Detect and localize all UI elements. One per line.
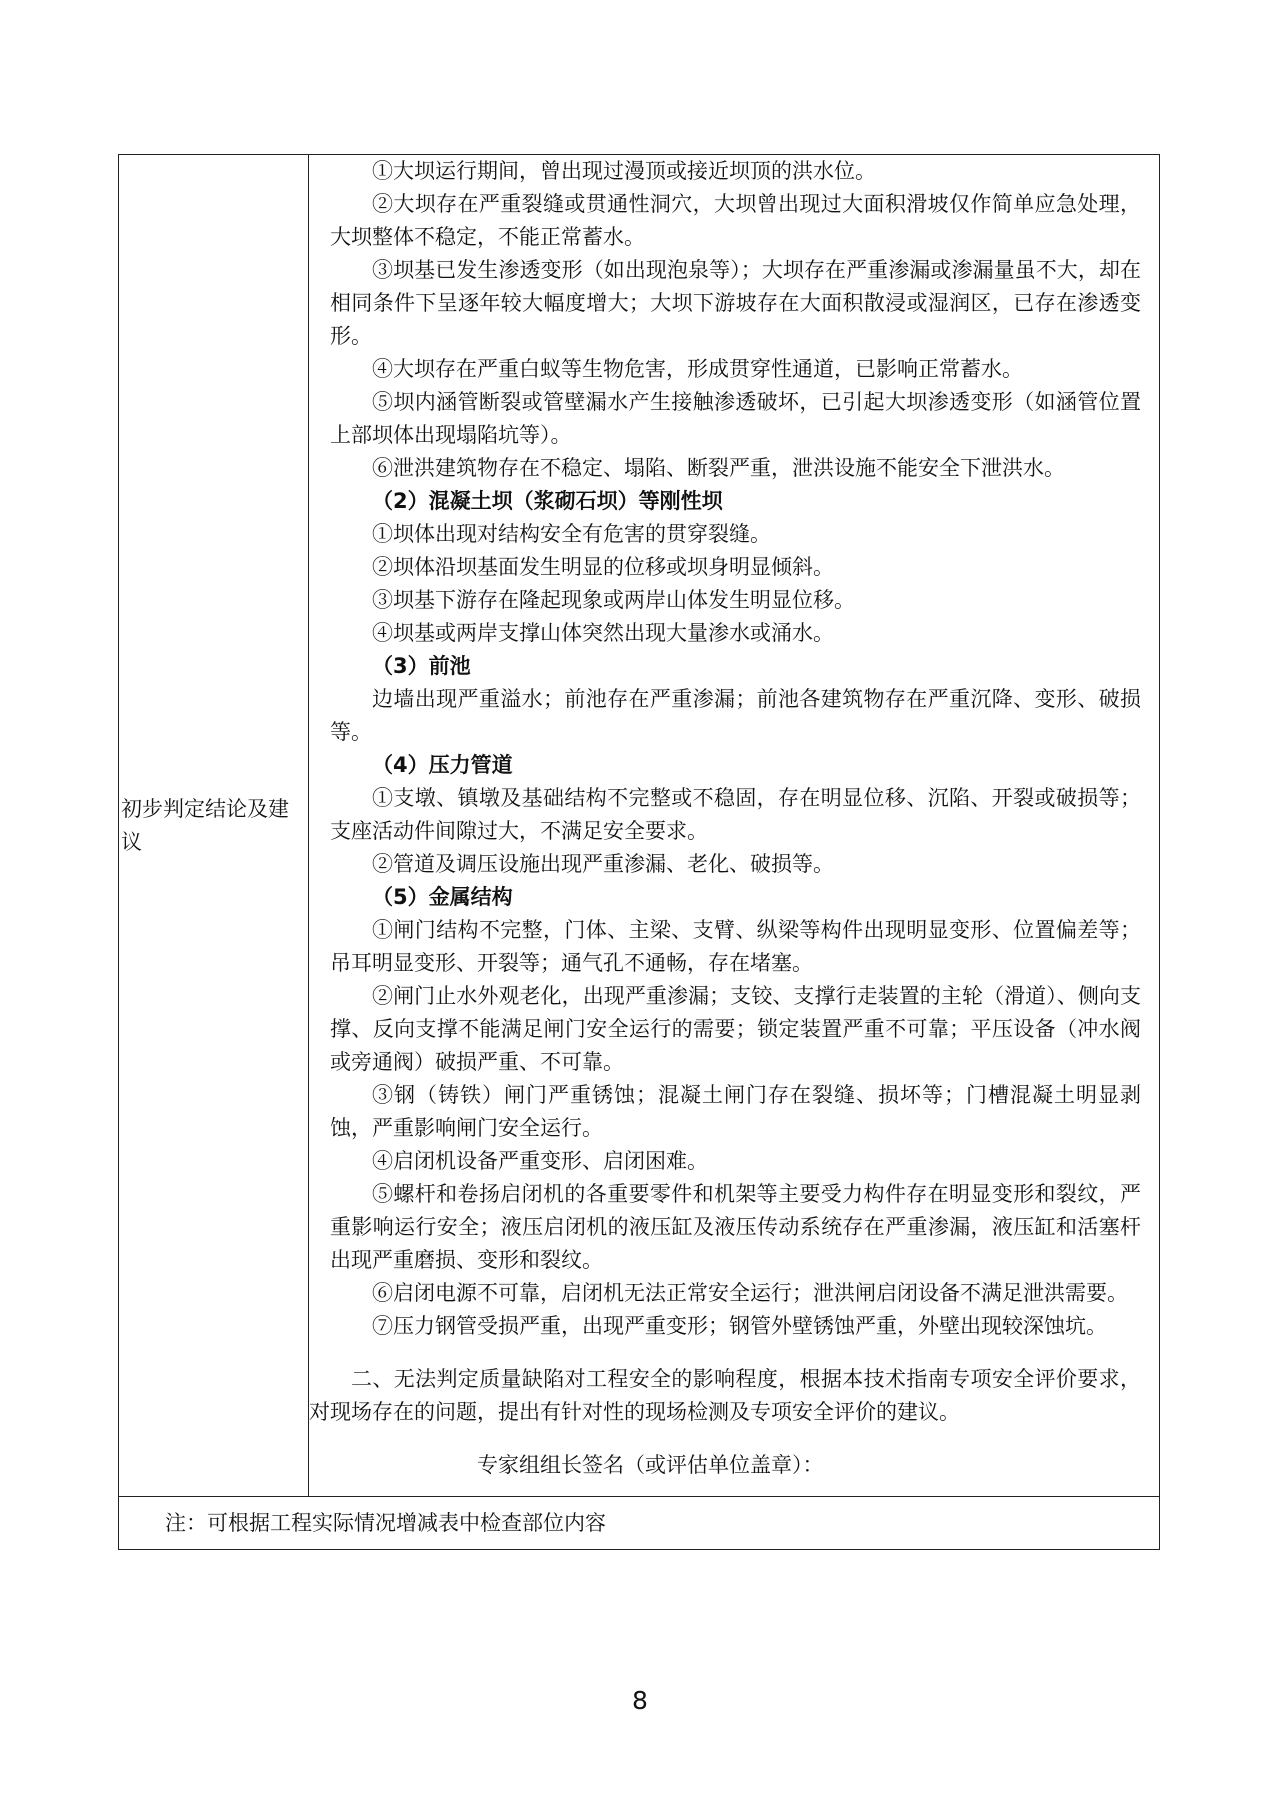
signature-line: 专家组组长签名（或评估单位盖章）： — [477, 1453, 824, 1477]
content-cell — [309, 155, 1160, 1497]
label-cell — [119, 155, 309, 1497]
criteria-item: ③坝基下游存在隆起现象或两岸山体发生明显位移。 — [372, 588, 855, 612]
criteria-item: ⑦压力钢管受损严重，出现严重变形；钢管外壁锈蚀严重，外壁出现较深蚀坑。 — [372, 1314, 1107, 1338]
assessment-table — [118, 154, 1160, 1550]
criteria-item: ③钢（铸铁）闸门严重锈蚀；混凝土闸门存在裂缝、损坏等；门槽混凝土明显剥蚀，严重影响闸门安全运行。 — [330, 1083, 1141, 1140]
criteria-item: ④坝基或两岸支撑山体突然出现大量渗水或涌水。 — [372, 621, 834, 645]
table-note: 注：可根据工程实际情况增减表中检查部位内容 — [165, 1510, 606, 1535]
criteria-item: ④大坝存在严重白蚁等生物危害，形成贯穿性通道，已影响正常蓄水。 — [372, 357, 1023, 381]
recommendation-paragraph: 二、无法判定质量缺陷对工程安全的影响程度，根据本技术指南专项安全评价要求，对现场存在的问题，提出有针对性的现场检测及专项安全评价的建议。 — [309, 1367, 1141, 1424]
criteria-item: ⑤坝内涵管断裂或管壁漏水产生接触渗透破坏，已引起大坝渗透变形（如涵管位置上部坝体出现塌陷坑等）。 — [330, 390, 1141, 447]
conclusion-content — [309, 155, 1141, 1482]
criteria-item: ②管道及调压设施出现严重渗漏、老化、破损等。 — [372, 852, 834, 876]
criteria-item: ⑤螺杆和卷扬启闭机的各重要零件和机架等主要受力构件存在明显变形和裂纹，严重影响运行安全；液压启闭机的液压缸及液压传动系统存在严重渗漏，液压缸和活塞杆出现严重磨损、变形和裂纹。 — [330, 1182, 1141, 1272]
criteria-item: ①支墩、镇墩及基础结构不完整或不稳固，存在明显位移、沉陷、开裂或破损等；支座活动件间隙过大，不满足安全要求。 — [330, 786, 1141, 843]
criteria-item: ①闸门结构不完整，门体、主梁、支臂、纵梁等构件出现明显变形、位置偏差等；吊耳明显变形、开裂等；通气孔不通畅，存在堵塞。 — [330, 918, 1141, 975]
criteria-item: ③坝基已发生渗透变形（如出现泡泉等）；大坝存在严重渗漏或渗漏量虽不大，却在相同条件下呈逐年较大幅度增大；大坝下游坡存在大面积散浸或湿润区，已存在渗透变形。 — [330, 258, 1141, 348]
section-heading: （5）金属结构 — [372, 885, 513, 909]
criteria-item: ②坝体沿坝基面发生明显的位移或坝身明显倾斜。 — [372, 555, 834, 579]
section-heading: （4）压力管道 — [372, 753, 513, 777]
criteria-item: ②大坝存在严重裂缝或贯通性洞穴，大坝曾出现过大面积滑坡仅作简单应急处理，大坝整体不稳定，不能正常蓄水。 — [330, 192, 1141, 249]
criteria-item: 边墙出现严重溢水；前池存在严重渗漏；前池各建筑物存在严重沉降、变形、破损等。 — [330, 687, 1141, 744]
conclusion-row — [119, 155, 1160, 1497]
section-heading: （2）混凝土坝（浆砌石坝）等刚性坝 — [372, 489, 723, 513]
page-number: 8 — [632, 1686, 648, 1715]
criteria-item: ①坝体出现对结构安全有危害的贯穿裂缝。 — [372, 522, 771, 546]
criteria-item: ①大坝运行期间，曾出现过漫顶或接近坝顶的洪水位。 — [372, 159, 876, 183]
criteria-item: ④启闭机设备严重变形、启闭困难。 — [372, 1149, 708, 1173]
section-heading: （3）前池 — [372, 654, 471, 678]
row-label: 初步判定结论及建议 — [121, 796, 289, 854]
criteria-item: ②闸门止水外观老化，出现严重渗漏；支铰、支撑行走装置的主轮（滑道）、侧向支撑、反向支撑不能满足闸门安全运行的需要；锁定装置严重不可靠；平压设备（冲水阀或旁通阀）破损严重、不可靠。 — [330, 984, 1141, 1074]
criteria-item: ⑥泄洪建筑物存在不稳定、塌陷、断裂严重，泄洪设施不能安全下泄洪水。 — [372, 456, 1065, 480]
note-cell — [119, 1497, 1160, 1550]
criteria-item: ⑥启闭电源不可靠，启闭机无法正常安全运行；泄洪闸启闭设备不满足泄洪需要。 — [372, 1281, 1128, 1305]
note-row — [119, 1497, 1160, 1550]
